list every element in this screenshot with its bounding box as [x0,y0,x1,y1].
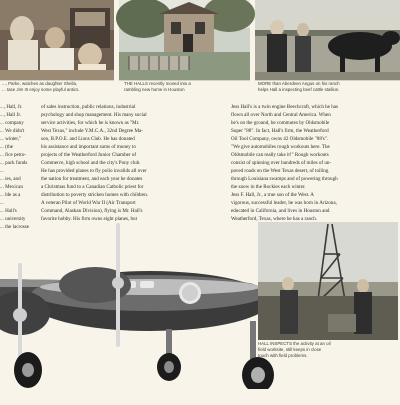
text-line: a Christmas fund to a Canadian Catholic priest for [41,184,144,190]
text-line: ... Mexican [0,184,23,190]
text-line: distribution to poverty stricken homes with children. [41,192,149,198]
text-line: Super "88". In fact, Hall's firm, the Weatherford [231,128,329,134]
text-line: psychology and shop management. His many social [41,112,147,118]
text-line: son, B.P.O.E. and Lions Club. He has donated [41,136,135,142]
text-line: ... Hall's [0,208,17,214]
text-line: the snow in the Rockies each winter. [231,184,306,190]
text-line: ... the lacrosse [0,224,29,230]
caption-line: field worksite, still keeps in close [258,347,322,352]
text-line: ... fice petro- [0,152,27,158]
text-line: he's on the ground, he commutes by Oldsmobile [231,120,330,126]
text-line: favorite hobby. His firm owns eight planes, but [41,216,138,222]
family-photo [0,0,114,81]
text-line: Weatherford, Texas, where he has a ranch. [231,216,318,222]
house-photo [119,0,250,81]
caption-line: ... tase Jim III enjoy some playful antics. [2,87,80,92]
caption-line: MORE than Aberdeen Angus on his ranch [258,81,340,86]
text-line: Oldsmobile can really take it!" Rough workouts [231,152,329,158]
text-line: projects of the Weatherford Junior Chamber of [41,152,137,158]
text-line: "We give automobiles rough workouts here. The [231,144,330,150]
text-line: ... pack funds [0,160,28,166]
article-column-3 [231,103,397,223]
text-line: ... (the [0,144,14,150]
text-line: flown all over North and Central America. When [231,112,331,118]
ranch-photo-caption [258,81,398,93]
text-line: A veteran Pilot of World War II (Air Transport [41,200,136,206]
house-photo-caption [124,81,248,93]
text-line: Oil Tool Company, owns 42 Oldsmobile "88's". [231,136,329,142]
text-line: through Louisiana swamps and of powering through [231,176,338,182]
text-line: paved roads on the West Texas desert, of toiling [231,168,329,174]
ranch-photo [255,0,400,81]
article-column-2 [41,103,185,223]
text-line: ..., Hall, Jr. [0,104,23,110]
caption-line: HALL INSPECTS the activity at an oil [258,341,331,346]
oil-field-caption [258,341,398,359]
text-line: his assistance and important sums of money to [41,144,136,150]
caption-line: rambling new home in Houston [124,87,185,92]
caption-line: ..., Parke, watches as daughter Sheila, [2,81,78,86]
text-line: the nation for treatment, and each year he donates [41,176,143,182]
text-line: ... ies, and [0,176,21,182]
text-line: Command, Alaskan Division), flying is Mr. Hall's [41,208,143,214]
caption-line: touch with field problems. [258,353,308,358]
text-line: of sales instruction, public relations, industrial [41,104,136,110]
text-line: ... [0,168,4,174]
family-photo-caption [2,81,114,93]
text-line: ... [0,200,4,206]
text-line: ..., Hall Jr. [0,112,22,118]
text-line: service activities, for which he is known as "Mr. [41,120,140,126]
text-line: Jess F. Hall, Jr., a true son of the West. A [231,192,314,198]
airplane-image [0,225,285,400]
text-line: ... university [0,216,26,222]
text-line: ... lde as a [0,192,21,198]
text-line: vigorous, successful leader, he was born in Arizona, [231,200,337,206]
caption-line: THE HALLS recently moved into a [124,81,191,86]
caption-line: helps Hall a inspecting beef cattle stallion. [258,87,340,92]
text-line: Commerce, high school and the city's Pony club. [41,160,141,166]
oil-field-photo [258,222,398,340]
text-line: ... company [0,120,24,126]
text-line: educated in California, and lives in Houston and [231,208,330,214]
text-line: He has provided planes to fly polio invalids all over [41,168,147,174]
text-line: consist of spinning over hundreds of miles of un- [231,160,332,166]
text-line: ... winter," [0,136,22,142]
text-line: West Texas," include Y.M.C.A., 32nd Degree Ma- [41,128,143,134]
text-line: Jess Hall's is a twin engine Beechcraft, which he has [231,104,339,110]
article-column-1 [0,103,29,231]
text-line: ... We didn't [0,128,25,134]
